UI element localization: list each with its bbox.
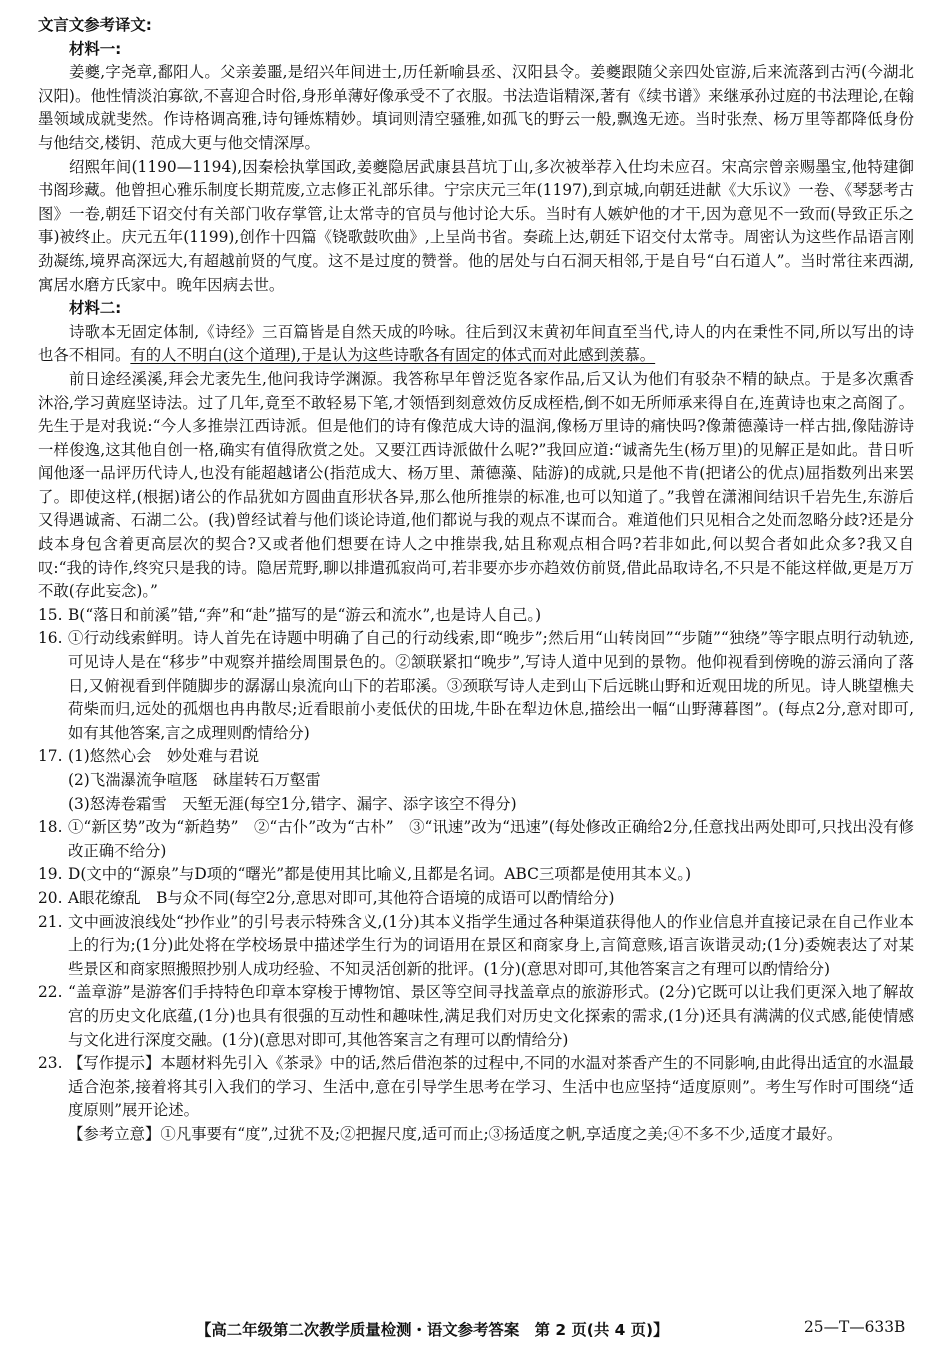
- answer-text: ①“新区势”改为“新趋势” ②“古仆”改为“古朴” ③“讯速”改为“迅速”(每处修改正确给2分,任意找出两处即可,只找出没有修改正确不给分): [68, 818, 914, 860]
- footer-page-info: 【高二年级第二次教学质量检测・语文参考答案 第 2 页(共 4 页)】: [196, 1321, 669, 1339]
- answer-text: ①行动线索鲜明。诗人首先在诗题中明确了自己的行动线索,即“晚步”;然后用“山转岗回”“步随”“独绕”等字眼点明行动轨迹,可见诗人是在“移步”中观察并描绘周围景色的。②颔联紧扣“晚步”,写诗人道中见到的景物。他仰视看到傍晚的游云涌向了落日,又俯视看到伴随脚步的潺潺山泉流向山下的若耶溪。③颈联写诗人走到山下后远眺山野和近观田垅的所见。诗人眺望樵夫荷柴而归,远处的孤烟也冉冉散尽;近看眼前小麦低伏的田垅,牛卧在犁边休息,描绘出一幅“山野薄暮图”。(每点2分,意对即可,如有其他答案,言之成理则酌情给分): [68, 629, 914, 742]
- answer-number: [38, 1123, 68, 1147]
- answer-number: 20.: [38, 888, 63, 907]
- answer-item: [38, 981, 914, 1052]
- answer-item: [38, 1123, 914, 1147]
- answer-item: [38, 863, 914, 887]
- material-2-paragraph: 前日途经溪溪,拜会尤袤先生,他问我诗学渊源。我答称早年曾泛览各家作品,后又认为他们有驳杂不精的缺点。于是多次熏香沐浴,学习黄庭坚诗法。过了几年,竟至不敢轻易下笔,才领悟到刻意效仿反成桎梏,倒不如无所师承来得自在,连黄诗也束之高阁了。先生于是对我说:“今人多推崇江西诗派。但是他们的诗有像范成大诗的温润,像杨万里诗的痛快吗?像萧德藻诗一样古拙,像陆游诗一样俊逸,这其他自创一格,确实有值得欣赏之处。又要江西诗派做什么呢?”我回应道:“诚斋先生(杨万里)的见解正是如此。昔日听闻他逐一品评历代诗人,也没有能超越诸公(指范成大、杨万里、萧德藻、陆游)的成就,只是他不肯(把诸公的优点)屈指数列出来罢了。即使这样,(根据)诸公的作品犹如方圆曲直形状各异,那么他所推崇的标准,也可以知道了。”我曾在潇湘间结识千岩先生,东游后又得遇诚斋、石湖二公。(我)曾经试着与他们谈论诗道,他们都说与我的观点不谋而合。难道他们只见相合之处而忽略分歧?还是分歧本身包含着更高层次的契合?又或者他们想要在诗人之中推崇我,姑且称观点相合吗?若非如此,何以契合者如此众多?我又自叹:“我的诗作,终究只是我的诗。隐居荒野,聊以排遣孤寂尚可,若非要亦步亦趋效仿前贤,借此品取诗名,不只是不能这样做,更是万万不敢(存此妄念)。”: [38, 369, 914, 601]
- answer-page: [38, 14, 914, 1147]
- answer-text: B(“落日和前溪”错,“奔”和“赴”描写的是“游云和流水”,也是诗人自己。): [68, 605, 542, 624]
- answer-text: (1)悠然心会 妙处难与君说: [68, 747, 260, 766]
- answer-number: 16.: [38, 629, 63, 648]
- answer-item: [38, 887, 914, 911]
- answer-number: 18.: [38, 818, 63, 837]
- answer-text: A眼花缭乱 B与众不同(每空2分,意思对即可,其他符合语境的成语可以酌情给分): [68, 888, 615, 907]
- answer-text: 【写作提示】本题材料先引入《茶录》中的话,然后借泡茶的过程中,不同的水温对茶香产生的不同影响,由此得出适宜的水温最适合泡茶,接着将其引入我们的学习、生活中,意在引导学生思考在学习、生活中也应坚持“适度原则”。考生写作时可围绕“适度原则”展开论述。: [68, 1054, 914, 1120]
- answer-item: [38, 1052, 914, 1123]
- answer-number: [38, 793, 68, 817]
- answer-number: 23.: [38, 1054, 63, 1073]
- answer-item: [38, 627, 914, 745]
- material-1-heading: 材料一:: [69, 39, 122, 58]
- paragraph-text: 诗歌本无固定体制,《诗经》三百篇皆是自然天成的吟咏。往后到汉末黄初年间直至当代,诗人的内在秉性不同,所以写出的诗也各不相同。: [38, 322, 914, 365]
- underlined-sentence: 有的人不明白(这个道理),于是认为这些诗歌各有固定的体式而对此感到羡慕。: [130, 346, 656, 365]
- answer-number: 19.: [38, 865, 63, 884]
- answer-item: [38, 911, 914, 982]
- material-1-paragraph: 绍熙年间(1190—1194),因秦桧执掌国政,姜夔隐居武康县莒坑丁山,多次被举荐入仕均未应召。宋高宗曾亲赐墨宝,他特建御书阁珍藏。他曾担心雅乐制度长期荒废,立志修正礼部乐律。宁宗庆元三年(1197),到京城,向朝廷进献《大乐议》一卷、《琴瑟考古图》一卷,朝廷下诏交付有关部门收存掌管,让太常寺的官员与他讨论大乐。当时有人嫉妒他的才干,因为意见不一致而(导致正乐之事)被终止。庆元五年(1199),创作十四篇《铙歌鼓吹曲》,上呈尚书省。奏疏上达,朝廷下诏交付太常寺。周密认为这些作品语言刚劲凝练,境界高深远大,有超越前贤的气度。这不是过度的赞誉。他的居处与白石洞天相邻,于是自号“白石道人”。当时常往来西湖,寓居水磨方氏家中。晚年因病去世。: [38, 157, 914, 294]
- answer-item: [38, 793, 914, 817]
- answer-text: 文中画波浪线处“抄作业”的引号表示特殊含义,(1分)其本义指学生通过各种渠道获得他人的作业信息并直接记录在自己作业本上的行为;(1分)此处将在学校场景中描述学生行为的词语用在景区和商家身上,言简意赅,语言诙谐灵动;(1分)委婉表达了对某些景区和商家照搬照抄别人成功经验、不知灵活创新的批评。(1分)(意思对即可,其他答案言之有理可以酌情给分): [68, 912, 914, 978]
- material-1-paragraph: 姜夔,字尧章,鄱阳人。父亲姜噩,是绍兴年间进士,历任新喻县丞、汉阳县令。姜夔跟随父亲四处宦游,后来流落到古沔(今湖北汉阳)。他性情淡泊寡欲,不喜迎合时俗,身形单薄好像承受不了衣服。书法造诣精深,著有《续书谱》来继承孙过庭的书法理论,在翰墨领域成就斐然。作诗格调高雅,诗句锤炼精妙。填词则清空骚雅,如孤飞的野云一般,飘逸无迹。当时张焘、杨万里等都降低身份与他结交,楼钥、范成大更与他交情深厚。: [38, 63, 914, 152]
- answer-item: [38, 816, 914, 863]
- material-2-paragraph: [38, 321, 914, 368]
- footer-exam-code: 25—T—633B: [804, 1318, 906, 1336]
- answer-item: [38, 745, 914, 769]
- answer-number: 21.: [38, 912, 63, 931]
- answer-text: “盖章游”是游客们手持特色印章本穿梭于博物馆、景区等空间寻找盖章点的旅游形式。(2分)它既可以让我们更深入地了解故宫的历史文化底蕴,(1分)也具有很强的互动性和趣味性,满足我们对历史文化探索的需求,(1分)还具有满满的仪式感,能使情感与文化进行深度交融。(1分)(意思对即可,其他答案言之有理可以酌情给分): [68, 983, 914, 1049]
- answer-number: 17.: [38, 747, 63, 766]
- page-footer: [0, 1318, 950, 1342]
- material-2-heading: 材料二:: [69, 299, 122, 318]
- answer-text: 【参考立意】①凡事要有“度”,过犹不及;②把握尺度,适可而止;③扬适度之帆,享适度之美;④不多不少,适度才最好。: [68, 1124, 843, 1143]
- answer-number: [38, 769, 68, 793]
- answer-item: [38, 769, 914, 793]
- answer-text: D(文中的“源泉”与D项的“曙光”都是使用其比喻义,且都是名词。ABC三项都是使用其本义。): [68, 865, 692, 884]
- answer-number: 22.: [38, 983, 63, 1002]
- section-title: 文言文参考译文:: [38, 16, 152, 34]
- answer-number: 15.: [38, 605, 63, 624]
- answer-text: (2)飞湍瀑流争喧豗 砯崖转石万壑雷: [68, 771, 321, 789]
- answer-text: (3)怒涛卷霜雪 天堑无涯(每空1分,错字、漏字、添字该空不得分): [68, 794, 517, 813]
- answer-item: [38, 604, 914, 628]
